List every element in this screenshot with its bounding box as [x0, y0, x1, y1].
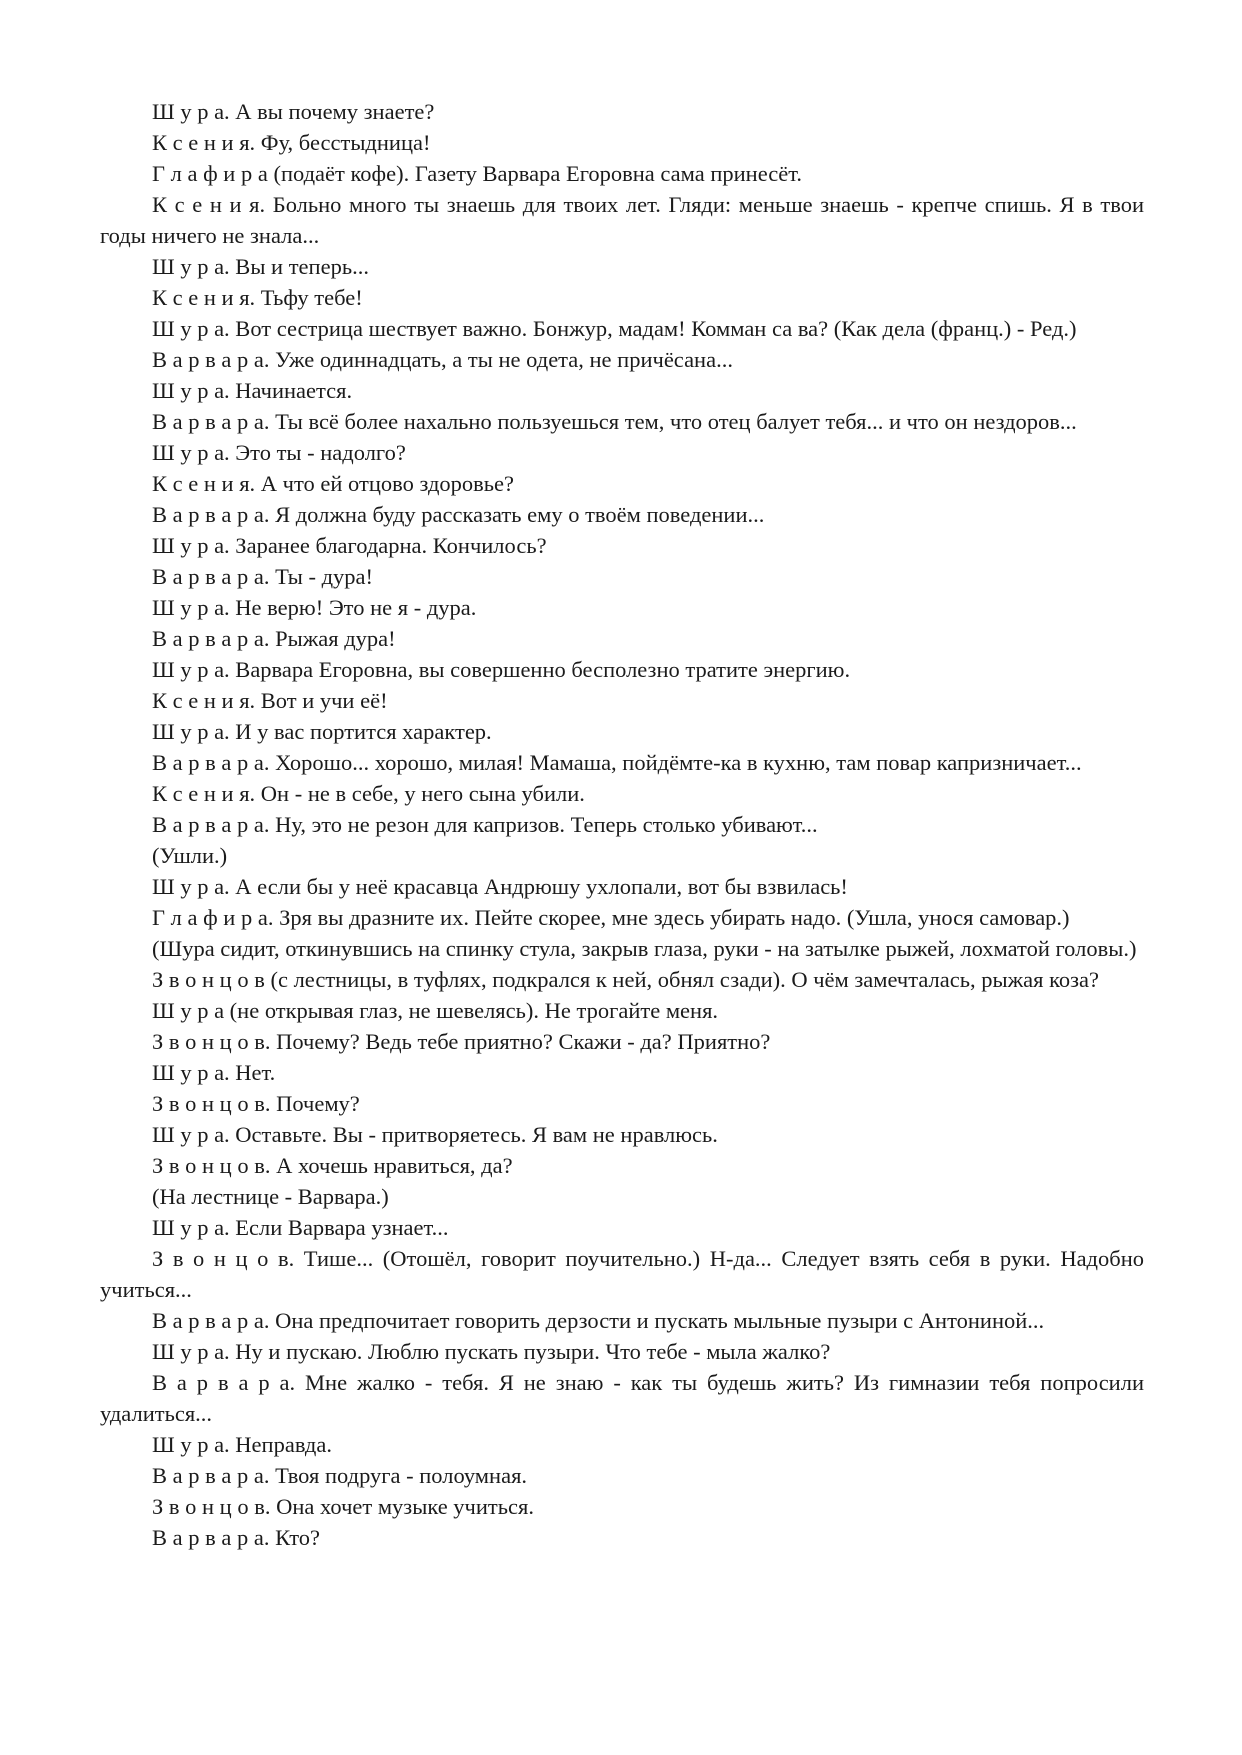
paragraph: В а р в а р а. Рыжая дура! [152, 626, 396, 651]
paragraph: В а р в а р а. Твоя подруга - полоумная. [152, 1463, 528, 1488]
paragraph: Ш у р а. Начинается. [152, 378, 353, 403]
paragraph: Ш у р а. Нет. [152, 1060, 276, 1085]
paragraph: В а р в а р а. Мне жалко - тебя. Я не знаю - как ты будешь жить? Из гимназии тебя попросили удалиться... [100, 1370, 1144, 1426]
paragraph: Ш у р а. А вы почему знаете? [152, 99, 435, 124]
paragraph: В а р в а р а. Она предпочитает говорить дерзости и пускать мыльные пузыри с Антониной... [152, 1308, 1045, 1333]
paragraph: Ш у р а. Если Варвара узнает... [152, 1215, 449, 1240]
paragraph: (Ушли.) [152, 843, 228, 868]
paragraph: Ш у р а. Оставьте. Вы - притворяетесь. Я вам не нравлюсь. [152, 1122, 718, 1147]
paragraph: Ш у р а. Вот сестрица шествует важно. Бонжур, мадам! Комман са ва? (Как дела (франц.) - Ред.) [152, 316, 1077, 341]
paragraph: З в о н ц о в. Она хочет музыке учиться. [152, 1494, 534, 1519]
paragraph: Г л а ф и р а (подаёт кофе). Газету Варвара Егоровна сама принесёт. [152, 161, 802, 186]
paragraph: В а р в а р а. Ну, это не резон для капризов. Теперь столько убивают... [152, 812, 818, 837]
paragraph: Ш у р а. Не верю! Это не я - дура. [152, 595, 477, 620]
paragraph: Ш у р а. Заранее благодарна. Кончилось? [152, 533, 547, 558]
paragraph: (Шура сидит, откинувшись на спинку стула, закрыв глаза, руки - на затылке рыжей, лохматой головы.) [152, 936, 1137, 961]
paragraph: Г л а ф и р а. Зря вы дразните их. Пейте скорее, мне здесь убирать надо. (Ушла, унося самовар.) [152, 905, 1070, 930]
paragraph: К с е н и я. Вот и учи её! [152, 688, 388, 713]
paragraph: Ш у р а. Неправда. [152, 1432, 332, 1457]
paragraph: Ш у р а. Вы и теперь... [152, 254, 369, 279]
paragraph: З в о н ц о в. А хочешь нравиться, да? [152, 1153, 513, 1178]
paragraph: З в о н ц о в (с лестницы, в туфлях, подкрался к ней, обнял сзади). О чём замечталась, рыжая коза? [152, 967, 1100, 992]
paragraph: В а р в а р а. Хорошо... хорошо, милая! Мамаша, пойдёмте-ка в кухню, там повар капризничает... [152, 750, 1082, 775]
paragraph: Ш у р а. А если бы у неё красавца Андрюшу ухлопали, вот бы взвилась! [152, 874, 848, 899]
paragraph: Ш у р а (не открывая глаз, не шевелясь). Не трогайте меня. [152, 998, 719, 1023]
paragraph: З в о н ц о в. Почему? [152, 1091, 360, 1116]
paragraph: В а р в а р а. Я должна буду рассказать ему о твоём поведении... [152, 502, 765, 527]
paragraph: К с е н и я. Фу, бесстыдница! [152, 130, 431, 155]
text-block [100, 96, 1144, 1553]
paragraph: К с е н и я. А что ей отцово здоровье? [152, 471, 514, 496]
paragraph: К с е н и я. Больно много ты знаешь для твоих лет. Гляди: меньше знаешь - крепче спишь. Я в твои годы ничего не знала... [100, 192, 1144, 248]
paragraph: З в о н ц о в. Почему? Ведь тебе приятно? Скажи - да? Приятно? [152, 1029, 771, 1054]
paragraph: З в о н ц о в. Тише... (Отошёл, говорит поучительно.) Н-да... Следует взять себя в руки. Надобно учиться... [100, 1246, 1144, 1302]
paragraph: В а р в а р а. Ты - дура! [152, 564, 374, 589]
paragraph: В а р в а р а. Уже одиннадцать, а ты не одета, не причёсана... [152, 347, 733, 372]
paragraph: (На лестнице - Варвара.) [152, 1184, 389, 1209]
paragraph: Ш у р а. Это ты - надолго? [152, 440, 406, 465]
paragraph: В а р в а р а. Кто? [152, 1525, 321, 1550]
paragraph: Ш у р а. Варвара Егоровна, вы совершенно бесполезно тратите энергию. [152, 657, 851, 682]
paragraph: В а р в а р а. Ты всё более нахально пользуешься тем, что отец балует тебя... и что он нездоров... [152, 409, 1077, 434]
paragraph: Ш у р а. Ну и пускаю. Люблю пускать пузыри. Что тебе - мыла жалко? [152, 1339, 831, 1364]
paragraph: Ш у р а. И у вас портится характер. [152, 719, 492, 744]
paragraph: К с е н и я. Тьфу тебе! [152, 285, 363, 310]
paragraph: К с е н и я. Он - не в себе, у него сына убили. [152, 781, 585, 806]
